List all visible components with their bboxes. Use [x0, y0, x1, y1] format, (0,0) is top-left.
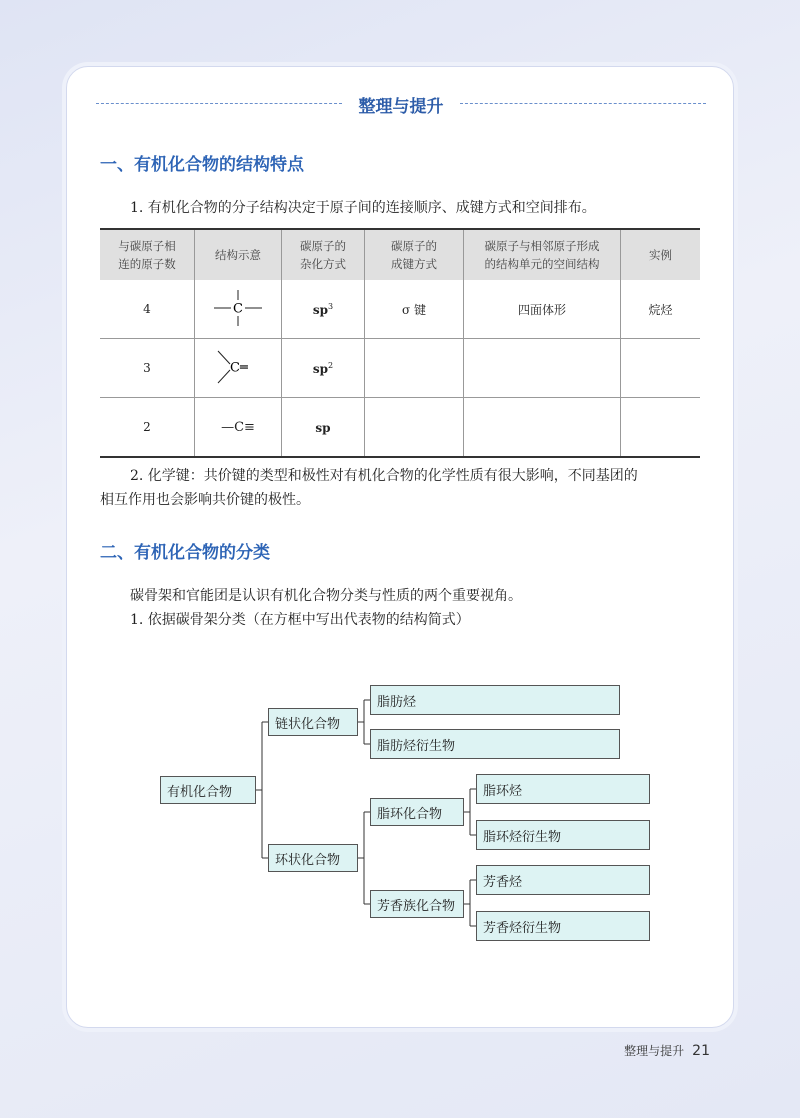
table-header-row — [100, 229, 700, 280]
node-chain-compounds: 链状化合物 — [268, 708, 358, 736]
example-cell: 烷烃 — [621, 280, 701, 339]
structure-cell: —C≡ — [195, 398, 282, 458]
tetrahedral-carbon-diagram — [210, 288, 266, 328]
table-header-cell: 碳原子与相邻原子形成 的结构单元的空间结构 — [464, 229, 621, 280]
section2-title: 二、有机化合物的分类 — [100, 543, 270, 563]
section2-intro: 碳骨架和官能团是认识有机化合物分类与性质的两个重要视角。 — [130, 588, 522, 604]
node-alicyclic-derivatives: 脂环烃衍生物 — [476, 820, 650, 850]
structure-cell — [195, 339, 282, 398]
shape-cell — [464, 398, 621, 458]
node-alicyclic-compounds: 脂环化合物 — [370, 798, 464, 826]
section1-point2-line1: 2. 化学键：共价键的类型和极性对有机化合物的化学性质有很大影响，不同基团的 — [130, 468, 638, 484]
shape-cell — [464, 339, 621, 398]
table-header-cell: 碳原子的 杂化方式 — [282, 229, 365, 280]
section1-title: 一、有机化合物的结构特点 — [100, 155, 304, 175]
node-aromatic-compounds: 芳香族化合物 — [370, 890, 464, 918]
example-cell — [621, 398, 701, 458]
table-row — [100, 280, 700, 339]
atom-count-cell: 3 — [100, 339, 195, 398]
node-aromatic-hydrocarbons: 芳香烃 — [476, 865, 650, 895]
hybrid-cell: sp — [282, 398, 365, 458]
node-aliphatic-derivatives: 脂肪烃衍生物 — [370, 729, 620, 759]
node-aromatic-derivatives: 芳香烃衍生物 — [476, 911, 650, 941]
hybrid-cell: $sp^2$ — [282, 339, 365, 398]
header-title: 整理与提升 — [358, 97, 444, 117]
structure-cell — [195, 280, 282, 339]
svg-text:C═: C═ — [230, 360, 248, 375]
atom-count-cell: 4 — [143, 302, 151, 316]
bond-type-cell — [365, 398, 464, 458]
trigonal-carbon-diagram — [208, 347, 268, 387]
example-cell — [621, 339, 701, 398]
node-cyclic-compounds: 环状化合物 — [268, 844, 358, 872]
table-header-cell: 实例 — [621, 229, 701, 280]
header-rule-left — [96, 103, 342, 104]
atom-count-cell: 2 — [100, 398, 195, 458]
section1-point1: 1. 有机化合物的分子结构决定于原子间的连接顺序、成键方式和空间排布。 — [130, 200, 596, 216]
footer-label: 整理与提升 — [624, 1044, 685, 1058]
node-aliphatic-hydrocarbons: 脂肪烃 — [370, 685, 620, 715]
page-footer — [560, 1042, 710, 1059]
table-header-cell: 与碳原子相 连的原子数 — [100, 229, 195, 280]
shape-cell: 四面体形 — [464, 280, 621, 339]
bond-type-cell: σ 键 — [365, 280, 464, 339]
section-header — [96, 92, 706, 116]
node-alicyclic-hydrocarbons: 脂环烃 — [476, 774, 650, 804]
node-organic-compounds: 有机化合物 — [160, 776, 256, 804]
hybrid-cell: $sp^3$ — [282, 280, 365, 339]
table-header-cell: 碳原子的 成键方式 — [365, 229, 464, 280]
table-header-cell: 结构示意 — [195, 229, 282, 280]
bond-type-cell — [365, 339, 464, 398]
classification-diagram — [150, 676, 670, 946]
section1-point2-line2: 相互作用也会影响共价键的极性。 — [100, 492, 310, 508]
page-number: 21 — [692, 1043, 710, 1059]
header-rule-right — [460, 103, 706, 104]
table-row — [100, 339, 700, 398]
table-row — [100, 398, 700, 458]
svg-text:C: C — [233, 301, 243, 316]
section2-point1: 1. 依据碳骨架分类（在方框中写出代表物的结构简式） — [130, 612, 470, 628]
structure-table — [100, 228, 700, 458]
